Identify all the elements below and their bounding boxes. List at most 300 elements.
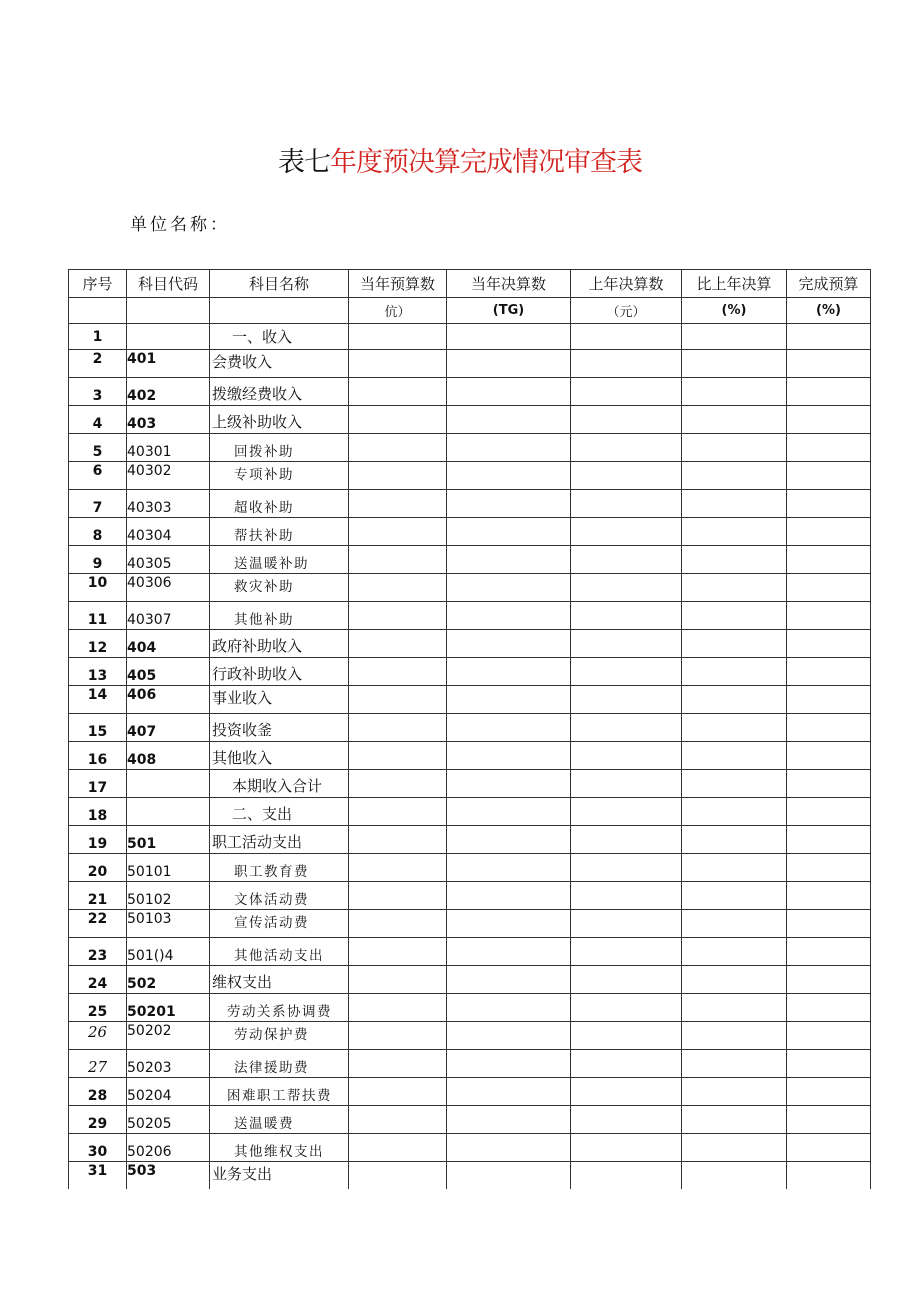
row-vs-last-year-cell xyxy=(682,882,787,910)
row-seq: 12 xyxy=(69,630,127,658)
row-last-year-cell xyxy=(571,630,682,658)
row-code: 40305 xyxy=(127,546,210,574)
row-last-year-cell xyxy=(571,378,682,406)
row-name: 职工活动支出 xyxy=(210,826,349,854)
row-last-year-cell xyxy=(571,434,682,462)
row-seq: 8 xyxy=(69,518,127,546)
row-name: 法律援助费 xyxy=(210,1050,349,1078)
row-completion-cell xyxy=(787,378,871,406)
row-budget-cell xyxy=(349,462,447,490)
row-last-year-cell xyxy=(571,1162,682,1190)
row-vs-last-year-cell xyxy=(682,462,787,490)
row-budget-cell xyxy=(349,490,447,518)
row-budget-cell xyxy=(349,1078,447,1106)
row-seq: 11 xyxy=(69,602,127,630)
row-last-year-cell xyxy=(571,350,682,378)
row-name: 一、收入 xyxy=(210,324,349,350)
row-code: 501()4 xyxy=(127,938,210,966)
row-final-cell xyxy=(447,994,571,1022)
row-last-year-cell xyxy=(571,938,682,966)
table-row xyxy=(69,518,871,546)
row-final-cell xyxy=(447,966,571,994)
table-row xyxy=(69,994,871,1022)
row-name: 维权支出 xyxy=(210,966,349,994)
row-code: 405 xyxy=(127,658,210,686)
row-completion-cell xyxy=(787,882,871,910)
row-seq: 18 xyxy=(69,798,127,826)
row-seq: 31 xyxy=(69,1162,127,1190)
row-last-year-cell xyxy=(571,742,682,770)
row-final-cell xyxy=(447,686,571,714)
row-vs-last-year-cell xyxy=(682,602,787,630)
row-code: 40304 xyxy=(127,518,210,546)
row-seq: 6 xyxy=(69,462,127,490)
row-seq: 17 xyxy=(69,770,127,798)
row-completion-cell xyxy=(787,770,871,798)
row-name: 业务支出 xyxy=(210,1162,349,1190)
row-vs-last-year-cell xyxy=(682,966,787,994)
row-completion-cell xyxy=(787,630,871,658)
row-budget-cell xyxy=(349,658,447,686)
row-completion-cell xyxy=(787,406,871,434)
table-row xyxy=(69,350,871,378)
row-completion-cell xyxy=(787,1134,871,1162)
table-row xyxy=(69,462,871,490)
table-row xyxy=(69,658,871,686)
row-vs-last-year-cell xyxy=(682,1022,787,1050)
row-name: 救灾补助 xyxy=(210,574,349,602)
row-code: 407 xyxy=(127,714,210,742)
table-row xyxy=(69,882,871,910)
row-budget-cell xyxy=(349,742,447,770)
row-final-cell xyxy=(447,910,571,938)
row-code: 40307 xyxy=(127,602,210,630)
row-budget-cell xyxy=(349,1022,447,1050)
row-final-cell xyxy=(447,1106,571,1134)
row-code: 502 xyxy=(127,966,210,994)
row-name: 宣传活动费 xyxy=(210,910,349,938)
table-row xyxy=(69,1134,871,1162)
table-row xyxy=(69,742,871,770)
table-row xyxy=(69,966,871,994)
row-budget-cell xyxy=(349,574,447,602)
row-budget-cell xyxy=(349,854,447,882)
row-code: 50203 xyxy=(127,1050,210,1078)
row-final-cell xyxy=(447,324,571,350)
row-name: 其他补助 xyxy=(210,602,349,630)
row-name: 专项补助 xyxy=(210,462,349,490)
row-vs-last-year-cell xyxy=(682,1106,787,1134)
table-row xyxy=(69,602,871,630)
row-code: 50204 xyxy=(127,1078,210,1106)
row-final-cell xyxy=(447,490,571,518)
row-final-cell xyxy=(447,602,571,630)
row-final-cell xyxy=(447,1050,571,1078)
row-final-cell xyxy=(447,406,571,434)
row-budget-cell xyxy=(349,350,447,378)
row-code: 40301 xyxy=(127,434,210,462)
row-name: 帮扶补助 xyxy=(210,518,349,546)
row-vs-last-year-cell xyxy=(682,1050,787,1078)
row-seq: 13 xyxy=(69,658,127,686)
row-code: 50202 xyxy=(127,1022,210,1050)
row-final-cell xyxy=(447,854,571,882)
header-final: 当年决算数 xyxy=(447,270,571,298)
row-completion-cell xyxy=(787,324,871,350)
table-row xyxy=(69,798,871,826)
header-unit-row xyxy=(69,298,871,324)
row-vs-last-year-cell xyxy=(682,1078,787,1106)
header-completion: 完成预算 xyxy=(787,270,871,298)
row-final-cell xyxy=(447,770,571,798)
row-vs-last-year-cell xyxy=(682,714,787,742)
row-budget-cell xyxy=(349,770,447,798)
row-final-cell xyxy=(447,1134,571,1162)
row-last-year-cell xyxy=(571,1022,682,1050)
row-code: 402 xyxy=(127,378,210,406)
row-vs-last-year-cell xyxy=(682,324,787,350)
table-row xyxy=(69,686,871,714)
row-name: 超收补助 xyxy=(210,490,349,518)
row-last-year-cell xyxy=(571,324,682,350)
row-name: 事业收入 xyxy=(210,686,349,714)
row-last-year-cell xyxy=(571,406,682,434)
row-name: 拨缴经费收入 xyxy=(210,378,349,406)
row-last-year-cell xyxy=(571,798,682,826)
row-budget-cell xyxy=(349,826,447,854)
row-completion-cell xyxy=(787,714,871,742)
row-completion-cell xyxy=(787,1162,871,1190)
row-final-cell xyxy=(447,798,571,826)
row-completion-cell xyxy=(787,798,871,826)
row-final-cell xyxy=(447,378,571,406)
table-row xyxy=(69,378,871,406)
row-name: 会费收入 xyxy=(210,350,349,378)
row-completion-cell xyxy=(787,938,871,966)
row-budget-cell xyxy=(349,994,447,1022)
row-budget-cell xyxy=(349,714,447,742)
row-completion-cell xyxy=(787,686,871,714)
header-unit-budget: 伉） xyxy=(349,298,447,324)
row-vs-last-year-cell xyxy=(682,630,787,658)
row-vs-last-year-cell xyxy=(682,1162,787,1190)
row-name: 回拨补助 xyxy=(210,434,349,462)
row-vs-last-year-cell xyxy=(682,434,787,462)
row-completion-cell xyxy=(787,826,871,854)
header-seq: 序号 xyxy=(69,270,127,298)
table-row xyxy=(69,770,871,798)
row-vs-last-year-cell xyxy=(682,490,787,518)
row-name: 本期收入合计 xyxy=(210,770,349,798)
row-budget-cell xyxy=(349,630,447,658)
row-vs-last-year-cell xyxy=(682,742,787,770)
row-completion-cell xyxy=(787,602,871,630)
row-budget-cell xyxy=(349,798,447,826)
table-row xyxy=(69,826,871,854)
row-completion-cell xyxy=(787,966,871,994)
row-name: 其他维权支出 xyxy=(210,1134,349,1162)
row-final-cell xyxy=(447,714,571,742)
row-budget-cell xyxy=(349,518,447,546)
row-final-cell xyxy=(447,658,571,686)
row-name: 文体活动费 xyxy=(210,882,349,910)
header-code: 科目代码 xyxy=(127,270,210,298)
row-code: 501 xyxy=(127,826,210,854)
row-code xyxy=(127,770,210,798)
row-seq: 19 xyxy=(69,826,127,854)
row-budget-cell xyxy=(349,378,447,406)
row-vs-last-year-cell xyxy=(682,406,787,434)
row-vs-last-year-cell xyxy=(682,350,787,378)
row-code: 50101 xyxy=(127,854,210,882)
row-code: 50102 xyxy=(127,882,210,910)
row-seq: 10 xyxy=(69,574,127,602)
header-name: 科目名称 xyxy=(210,270,349,298)
row-last-year-cell xyxy=(571,1106,682,1134)
row-name: 劳动保护费 xyxy=(210,1022,349,1050)
page-title xyxy=(0,140,920,179)
row-final-cell xyxy=(447,518,571,546)
row-last-year-cell xyxy=(571,770,682,798)
row-budget-cell xyxy=(349,882,447,910)
row-seq: 30 xyxy=(69,1134,127,1162)
row-budget-cell xyxy=(349,546,447,574)
row-seq: 25 xyxy=(69,994,127,1022)
header-unit-completion: (%) xyxy=(787,298,871,324)
row-code: 406 xyxy=(127,686,210,714)
row-seq: 7 xyxy=(69,490,127,518)
header-vs-last-year: 比上年决算 xyxy=(682,270,787,298)
row-seq: 28 xyxy=(69,1078,127,1106)
row-code: 401 xyxy=(127,350,210,378)
row-vs-last-year-cell xyxy=(682,574,787,602)
table-row xyxy=(69,630,871,658)
row-last-year-cell xyxy=(571,1050,682,1078)
row-budget-cell xyxy=(349,434,447,462)
row-name: 二、支出 xyxy=(210,798,349,826)
table-row xyxy=(69,1106,871,1134)
row-code: 50201 xyxy=(127,994,210,1022)
row-last-year-cell xyxy=(571,602,682,630)
row-last-year-cell xyxy=(571,882,682,910)
row-seq: 20 xyxy=(69,854,127,882)
row-final-cell xyxy=(447,462,571,490)
row-last-year-cell xyxy=(571,910,682,938)
row-name: 其他活动支出 xyxy=(210,938,349,966)
row-completion-cell xyxy=(787,854,871,882)
row-final-cell xyxy=(447,1022,571,1050)
row-completion-cell xyxy=(787,1106,871,1134)
row-seq: 14 xyxy=(69,686,127,714)
row-vs-last-year-cell xyxy=(682,546,787,574)
row-final-cell xyxy=(447,826,571,854)
table-row xyxy=(69,546,871,574)
row-vs-last-year-cell xyxy=(682,378,787,406)
row-budget-cell xyxy=(349,938,447,966)
row-last-year-cell xyxy=(571,490,682,518)
row-vs-last-year-cell xyxy=(682,826,787,854)
row-seq: 16 xyxy=(69,742,127,770)
row-seq: 26 xyxy=(69,1022,127,1050)
row-last-year-cell xyxy=(571,686,682,714)
header-budget: 当年预算数 xyxy=(349,270,447,298)
row-name: 送温暖补助 xyxy=(210,546,349,574)
header-row xyxy=(69,270,871,298)
header-unit-vs-last-year: (%) xyxy=(682,298,787,324)
table-row xyxy=(69,1162,871,1190)
row-last-year-cell xyxy=(571,1078,682,1106)
row-code: 503 xyxy=(127,1162,210,1190)
row-code xyxy=(127,324,210,350)
header-unit-final: (TG) xyxy=(447,298,571,324)
table-row xyxy=(69,1050,871,1078)
table-row xyxy=(69,1078,871,1106)
row-budget-cell xyxy=(349,1106,447,1134)
header-unit-name xyxy=(210,298,349,324)
row-seq: 22 xyxy=(69,910,127,938)
row-vs-last-year-cell xyxy=(682,1134,787,1162)
table-row xyxy=(69,714,871,742)
row-last-year-cell xyxy=(571,994,682,1022)
row-vs-last-year-cell xyxy=(682,518,787,546)
row-completion-cell xyxy=(787,658,871,686)
row-final-cell xyxy=(447,350,571,378)
row-budget-cell xyxy=(349,602,447,630)
row-completion-cell xyxy=(787,910,871,938)
row-code: 40302 xyxy=(127,462,210,490)
row-final-cell xyxy=(447,546,571,574)
row-completion-cell xyxy=(787,574,871,602)
row-final-cell xyxy=(447,574,571,602)
row-name: 投资收釜 xyxy=(210,714,349,742)
row-final-cell xyxy=(447,630,571,658)
row-seq: 4 xyxy=(69,406,127,434)
row-seq: 21 xyxy=(69,882,127,910)
row-vs-last-year-cell xyxy=(682,854,787,882)
header-unit-last-year: （元） xyxy=(571,298,682,324)
row-vs-last-year-cell xyxy=(682,770,787,798)
row-budget-cell xyxy=(349,686,447,714)
row-seq: 23 xyxy=(69,938,127,966)
row-code xyxy=(127,798,210,826)
row-final-cell xyxy=(447,434,571,462)
title-prefix: 表七 xyxy=(278,147,330,178)
row-completion-cell xyxy=(787,518,871,546)
row-name: 政府补助收入 xyxy=(210,630,349,658)
row-completion-cell xyxy=(787,490,871,518)
row-code: 408 xyxy=(127,742,210,770)
table-row xyxy=(69,938,871,966)
table-row xyxy=(69,854,871,882)
row-seq: 9 xyxy=(69,546,127,574)
row-last-year-cell xyxy=(571,966,682,994)
row-final-cell xyxy=(447,1078,571,1106)
row-completion-cell xyxy=(787,462,871,490)
row-seq: 29 xyxy=(69,1106,127,1134)
row-last-year-cell xyxy=(571,714,682,742)
row-last-year-cell xyxy=(571,854,682,882)
row-code: 50205 xyxy=(127,1106,210,1134)
row-code: 403 xyxy=(127,406,210,434)
row-final-cell xyxy=(447,882,571,910)
row-seq: 27 xyxy=(69,1050,127,1078)
table-row xyxy=(69,490,871,518)
row-final-cell xyxy=(447,742,571,770)
row-completion-cell xyxy=(787,742,871,770)
budget-review-table xyxy=(68,269,871,1189)
row-last-year-cell xyxy=(571,518,682,546)
row-last-year-cell xyxy=(571,574,682,602)
row-completion-cell xyxy=(787,434,871,462)
row-budget-cell xyxy=(349,406,447,434)
row-budget-cell xyxy=(349,910,447,938)
row-last-year-cell xyxy=(571,546,682,574)
row-completion-cell xyxy=(787,350,871,378)
row-completion-cell xyxy=(787,1050,871,1078)
row-vs-last-year-cell xyxy=(682,798,787,826)
table-row xyxy=(69,434,871,462)
row-name: 职工教育费 xyxy=(210,854,349,882)
row-last-year-cell xyxy=(571,826,682,854)
row-code: 50206 xyxy=(127,1134,210,1162)
table-row xyxy=(69,324,871,350)
row-code: 404 xyxy=(127,630,210,658)
header-unit-code xyxy=(127,298,210,324)
row-last-year-cell xyxy=(571,462,682,490)
table-row xyxy=(69,910,871,938)
header-last-year: 上年决算数 xyxy=(571,270,682,298)
row-code: 40303 xyxy=(127,490,210,518)
header-unit-seq xyxy=(69,298,127,324)
table-row xyxy=(69,1022,871,1050)
row-name: 上级补助收入 xyxy=(210,406,349,434)
unit-name-label: 单位名称： xyxy=(130,215,230,235)
row-name: 其他收入 xyxy=(210,742,349,770)
row-completion-cell xyxy=(787,1078,871,1106)
row-vs-last-year-cell xyxy=(682,910,787,938)
row-seq: 2 xyxy=(69,350,127,378)
row-vs-last-year-cell xyxy=(682,658,787,686)
row-seq: 24 xyxy=(69,966,127,994)
row-final-cell xyxy=(447,938,571,966)
row-code: 50103 xyxy=(127,910,210,938)
table-row xyxy=(69,574,871,602)
table-row xyxy=(69,406,871,434)
row-completion-cell xyxy=(787,994,871,1022)
row-vs-last-year-cell xyxy=(682,938,787,966)
row-budget-cell xyxy=(349,966,447,994)
row-name: 送温暖费 xyxy=(210,1106,349,1134)
title-main: 年度预决算完成情况审查表 xyxy=(330,147,642,178)
row-completion-cell xyxy=(787,1022,871,1050)
row-seq: 3 xyxy=(69,378,127,406)
row-name: 行政补助收入 xyxy=(210,658,349,686)
row-seq: 1 xyxy=(69,324,127,350)
row-budget-cell xyxy=(349,1050,447,1078)
row-seq: 15 xyxy=(69,714,127,742)
row-name: 劳动关系协调费 xyxy=(210,994,349,1022)
row-vs-last-year-cell xyxy=(682,686,787,714)
row-budget-cell xyxy=(349,1162,447,1190)
row-final-cell xyxy=(447,1162,571,1190)
row-budget-cell xyxy=(349,324,447,350)
row-seq: 5 xyxy=(69,434,127,462)
row-vs-last-year-cell xyxy=(682,994,787,1022)
row-name: 困难职工帮扶费 xyxy=(210,1078,349,1106)
row-budget-cell xyxy=(349,1134,447,1162)
row-last-year-cell xyxy=(571,658,682,686)
row-code: 40306 xyxy=(127,574,210,602)
